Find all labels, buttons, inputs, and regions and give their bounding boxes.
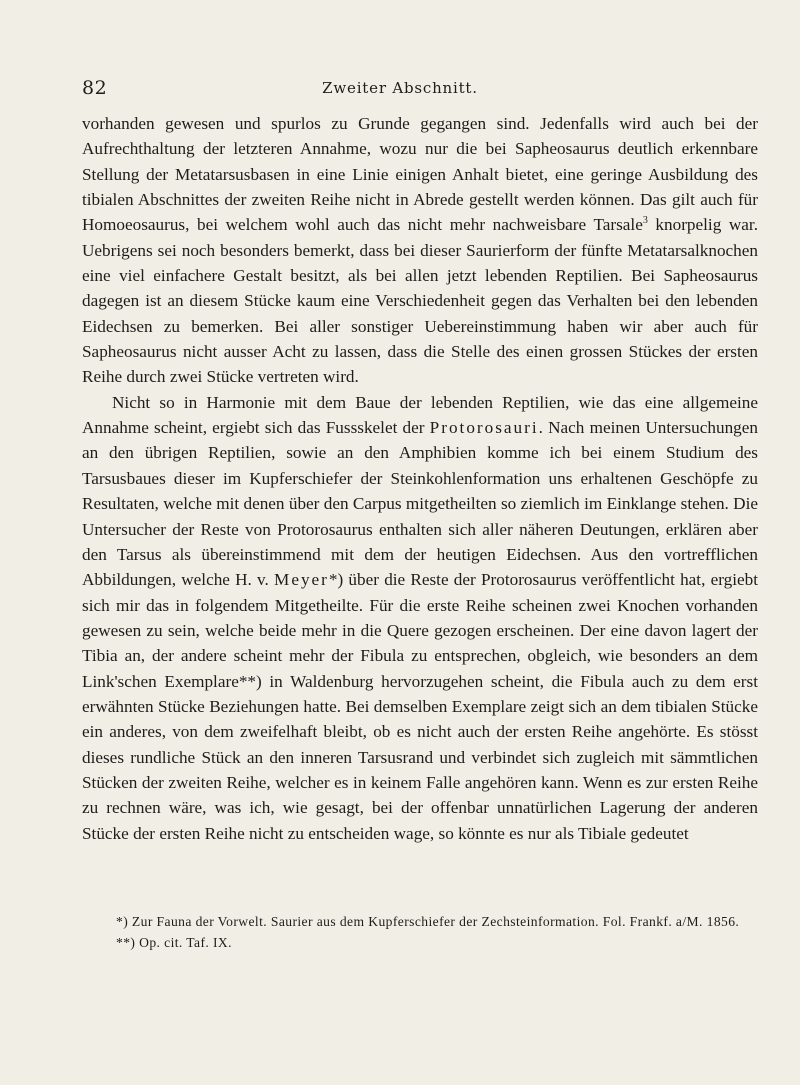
emphasis-meyer: Meyer — [274, 570, 329, 590]
body-text — [82, 111, 758, 846]
text-run: vorhanden gewesen und spurlos zu Grunde gegangen sind. Jedenfalls wird auch bei der Aufrechthaltung der letzteren Annahme, wozu nur die bei Sapheosaurus deutlich erkennbare Stellung der Metatarsusbasen in eine Linie einigen Anhalt bietet, eine geringe Ausbildung des tibialen Abschnittes der zweiten Reihe nicht in Abrede gestellt werden können. Das gilt auch für Homoeosaurus, bei welchem wohl auch das nicht mehr nachweisbare Tarsale — [82, 114, 758, 235]
text-run: Nicht so in Harmonie mit dem Baue der lebenden Reptilien, wie das eine allgemeine Annahme scheint, ergiebt sich das Fussskelet der — [82, 392, 758, 438]
paragraph — [82, 111, 758, 390]
text-run: . Nach meinen Untersuchungen an den übrigen Reptilien, sowie an den Amphibien komme ich bei einem Studium des Tarsusbaues dieser im Kupferschiefer der Steinkohlenformation uns erhaltenen Geschöpfe zu Resultaten, welche mit denen über den Carpus mitgetheilten so ziemlich im Einklange stehen. Die Untersucher der Reste von Protorosaurus enthalten sich aller näheren Deutungen, erklären aber den Tarsus als übereinstimmend mit dem der heutigen Eidechsen. Aus den vortrefflichen Abbildungen, welche H. v. — [82, 418, 759, 590]
tarsale-index: 3 — [642, 215, 648, 227]
text-run: *) über die Reste der Protorosaurus veröffentlicht hat, ergiebt sich mir das in folgendem Mitgetheilte. Für die erste Reihe scheinen zwei Knochen vorhanden gewesen zu sein, welche beide mehr in die Quere gezogen erscheinen. Der eine davon lagert der Tibia an, der andere scheint mehr der Fibula zu entsprechen, obgleich, wie besonders an dem Link'schen Exemplare**) in Waldenburg hervorzugehen scheint, die Fibula auch zu dem erst erwähnten Stücke Beziehungen hatte. Bei demselben Exemplare zeigt sich an dem tibialen Stücke ein anderes, von dem zweifelhaft bleibt, ob es nicht auch der ersten Reihe angehörte. Es stösst dieses rundliche Stück an den inneren Tarsusrand und verbindet sich zugleich mit sämmtlichen Stücken der zweiten Reihe, welcher es in keinem Falle angehören kann. Wenn es zur ersten Reihe zu rechnen wäre, was ich, wie gesagt, bei der offenbar unnatürlichen Lagerung der anderen Stücke der ersten Reihe nicht zu entscheiden wage, so könnte es nur als Tibiale gedeutet — [82, 570, 758, 843]
text-run: knorpelig war. Uebrigens sei noch besonders bemerkt, dass bei dieser Saurierform der fünfte Metatarsalknochen eine viel einfachere Gestalt besitzt, als bei allen jetzt lebenden Reptilien. Bei Sapheosaurus dagegen ist an diesem Stücke kaum eine Verschiedenheit gegen das Verhalten bei den lebenden Eidechsen zu bemerken. Bei aller sonstiger Uebereinstimmung haben wir aber auch für Sapheosaurus nicht ausser Acht zu lassen, dass die Stelle des einen grossen Stückes der ersten Reihe durch zwei Stücke vertreten wird. — [82, 215, 759, 387]
paragraph — [82, 390, 758, 846]
footnote: **) Op. cit. Taf. IX. — [116, 934, 232, 950]
emphasis-protorosauri: Protorosauri — [429, 418, 539, 438]
running-head: Zweiter Abschnitt. — [322, 79, 478, 97]
footnotes — [82, 912, 758, 953]
footnote: *) Zur Fauna der Vorwelt. Saurier aus dem Kupferschiefer der Zechsteinformation. Fol. Frankf. a/M. 1856. — [116, 914, 740, 929]
page-number: 82 — [82, 77, 108, 99]
